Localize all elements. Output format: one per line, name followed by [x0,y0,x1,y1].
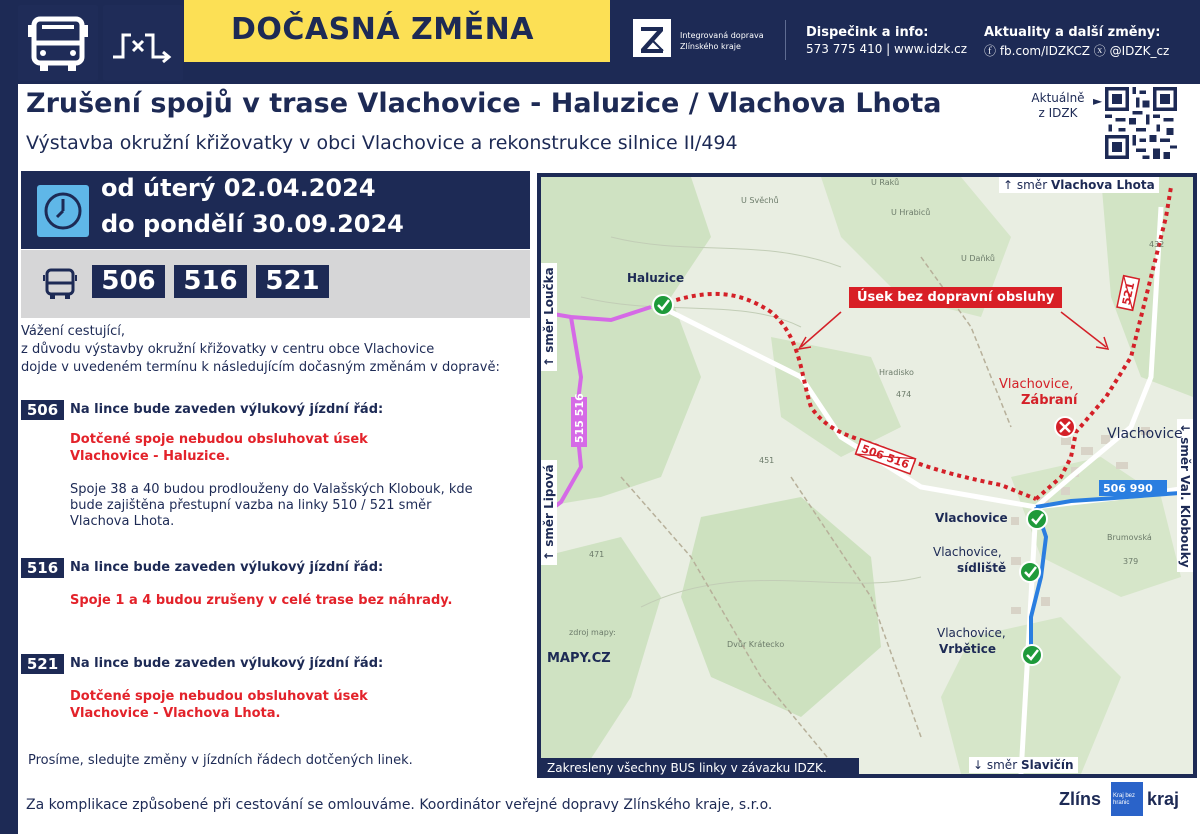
apology-note: Za komplikace způsobené při cestování se omlouváme. Koordinátor veřejné dopravy Zlínského kraje, s.r.o. [26,797,773,813]
idzk-logo [633,19,671,57]
map-label: Brumovská [1107,533,1152,542]
svg-text:kraj: kraj [1147,789,1180,809]
map-canvas [541,177,1193,774]
map-label: U Raků [871,178,900,187]
closed-stop-zabrani: Zábraní [1021,393,1078,408]
detour-icon [103,5,183,81]
qr-label: Aktuálně z IDZK [1031,91,1085,120]
blue-lines-label: 506 990 [1103,482,1153,495]
check-icon [1022,645,1042,665]
svg-text:hranic: hranic [1113,800,1130,806]
map-label: 432 [1149,240,1165,249]
direction-north: ↑ směr Vlachova Lhota [999,177,1159,193]
svg-text:Zlíns: Zlíns [1059,789,1102,809]
map-label: U Hrabiců [891,208,931,217]
bus-icon [18,5,98,81]
check-icon [1027,509,1047,529]
validity-period [21,171,530,249]
notice-detail: Spoje 38 a 40 budou prodlouženy do Valašských Klobouk, kde bude zajištěna přestupní vazba na linky 510 / 521 směr Vlachova Lhota. [70,482,473,529]
check-icon [653,295,673,315]
clock-icon [37,185,89,237]
closed-stop-town: Vlachovice, [999,377,1074,392]
line-badge: 521 [256,265,329,298]
page-title: Zrušení spojů v trase Vlachovice - Haluzice / Vlachova Lhota [26,88,942,119]
notice-heading: Na lince bude zaveden výlukový jízdní řád: [70,402,384,417]
direction-lipova: ↑ směr Lipová [541,460,557,565]
stop-vrbetice: Vrbětice [939,642,997,656]
news-label: Aktuality a další změny: [984,25,1161,40]
direction-south: ↓ směr Slavičín [969,757,1078,773]
notice-impact: Dotčené spoje nebudou obsluhovat úsek Vlachovice - Haluzice. [70,432,368,464]
map-label: U Daňků [961,254,995,263]
map-source-brand: MAPY.CZ [547,651,611,666]
map-label: 379 [1123,557,1139,566]
direction-loucka: ↑ směr Loučka [541,263,557,371]
affected-lines [21,250,530,318]
intro-text: Vážení cestující, z důvodu výstavby okružní křižovatky v centru obce Vlachovice dojde v uvedeném termínu k následujícím dočasným změnám v dopravě: [21,324,500,375]
header-banner [184,0,610,62]
notice-impact: Spoje 1 a 4 budou zrušeny v celé trase bez náhrady. [70,593,453,608]
date-from: od úterý 02.04.2024 [101,174,376,202]
map-label: Dvůr Kráteckо [727,640,785,649]
dispatch-label: Dispečink a info: [806,25,929,40]
notice-impact: Dotčené spoje nebudou obsluhovat úsek Vlachovice - Vlachova Lhota. [70,689,368,721]
notice-heading: Na lince bude zaveden výlukový jízdní řád: [70,560,384,575]
no-service-callout: Úsek bez dopravní obsluhy [849,287,1062,308]
header-divider [785,20,786,60]
dispatch-contact[interactable]: 573 775 410 | www.idzk.cz [806,42,968,56]
notice-card [18,84,1200,834]
line-badge: 506 [92,265,165,298]
notice-line-number: 521 [21,654,64,674]
line-badge: 516 [174,265,247,298]
social-links[interactable]: ⓕ fb.com/IDZKCZ ⓧ @IDZK_cz [984,44,1170,58]
banner-title: DOČASNÁ ZMĚNA [231,12,534,47]
direction-klobouky: ↓ směr Val. Klobouky [1177,419,1193,572]
map-label: 471 [589,550,605,559]
qr-code-icon[interactable] [1105,87,1177,159]
date-to: do pondělí 30.09.2024 [101,210,404,238]
town-label: Vlachovice [1107,426,1183,442]
svg-text:Kraj bez: Kraj bez [1113,793,1136,799]
map-label: 474 [896,390,912,399]
closed-stop-icon [1055,417,1075,437]
map-label: 451 [759,456,775,465]
route-map [537,173,1197,778]
map-note: Zakresleny všechny BUS linky v závazku IDZK. [541,758,859,778]
qr-arrow-icon: ► [1093,94,1103,108]
bus-icon [43,268,77,300]
stop-haluzice: Haluzice [627,271,685,285]
stop-vrbetice-town: Vlachovice, [937,626,1006,640]
idzk-logo-text: Integrovaná doprava Zlínského kraje [680,31,764,51]
map-source-label: zdroj mapy: [569,628,616,637]
notice-heading: Na lince bude zaveden výlukový jízdní řád: [70,656,384,671]
follow-note: Prosíme, sledujte změny v jízdních řádech dotčených linek. [28,753,413,768]
zlin-region-logo [1059,779,1189,819]
pink-lines-label: 515 516 [573,393,586,443]
stop-vlachovice: Vlachovice [935,511,1008,525]
check-icon [1020,562,1040,582]
stop-sidliste: sídliště [957,561,1007,575]
notice-line-number: 516 [21,558,64,578]
notice-line-number: 506 [21,400,64,420]
stop-sidliste-town: Vlachovice, [933,545,1002,559]
map-label: Hradisko [879,368,914,377]
map-label: U Svěchů [741,196,779,205]
page-subtitle: Výstavba okružní křižovatky v obci Vlachovice a rekonstrukce silnice II/494 [26,132,738,154]
